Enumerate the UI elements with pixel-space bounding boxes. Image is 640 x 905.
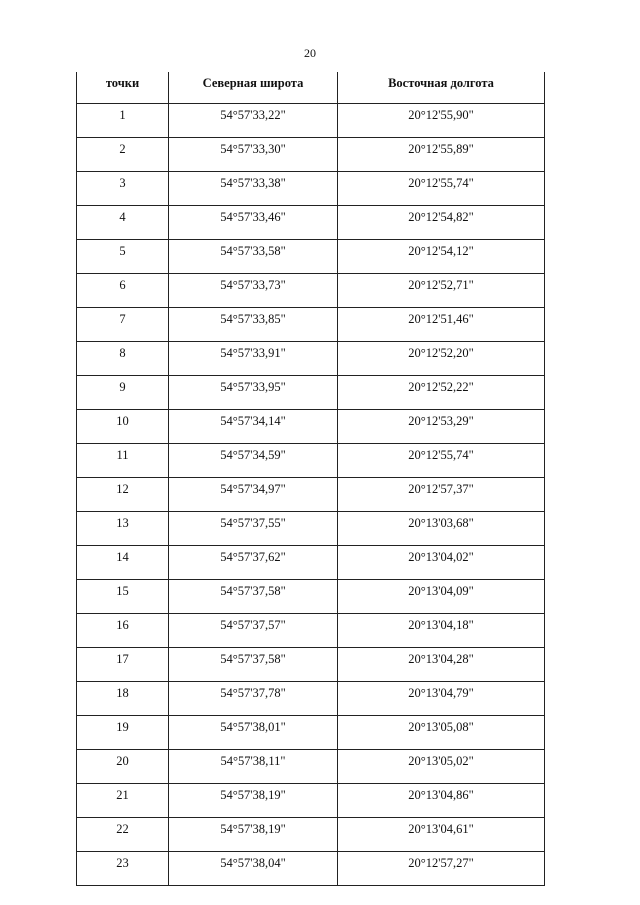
longitude-cell: 20°12'55,89"	[338, 138, 545, 172]
table-row	[77, 648, 545, 682]
point-number-cell: 2	[77, 138, 169, 172]
point-number-cell: 17	[77, 648, 169, 682]
latitude-cell: 54°57'38,19"	[169, 818, 338, 852]
point-number-cell: 16	[77, 614, 169, 648]
longitude-cell: 20°12'55,74"	[338, 444, 545, 478]
table-row	[77, 784, 545, 818]
table-row	[77, 750, 545, 784]
longitude-cell: 20°12'55,74"	[338, 172, 545, 206]
longitude-cell: 20°13'04,79"	[338, 682, 545, 716]
latitude-cell: 54°57'33,73"	[169, 274, 338, 308]
longitude-cell: 20°13'04,09"	[338, 580, 545, 614]
latitude-cell: 54°57'33,58"	[169, 240, 338, 274]
point-number-cell: 13	[77, 512, 169, 546]
latitude-cell: 54°57'33,95"	[169, 376, 338, 410]
longitude-cell: 20°12'52,22"	[338, 376, 545, 410]
table-row	[77, 206, 545, 240]
point-number-cell: 11	[77, 444, 169, 478]
longitude-cell: 20°12'54,82"	[338, 206, 545, 240]
header-north-latitude: Северная широта	[169, 72, 338, 104]
table-row	[77, 682, 545, 716]
longitude-cell: 20°13'04,86"	[338, 784, 545, 818]
table-row	[77, 818, 545, 852]
latitude-cell: 54°57'38,11"	[169, 750, 338, 784]
table-row	[77, 342, 545, 376]
latitude-cell: 54°57'34,97"	[169, 478, 338, 512]
table-header-row	[77, 72, 545, 104]
longitude-cell: 20°12'54,12"	[338, 240, 545, 274]
point-number-cell: 10	[77, 410, 169, 444]
table-row	[77, 172, 545, 206]
table-row	[77, 138, 545, 172]
table-body	[77, 104, 545, 886]
longitude-cell: 20°12'57,37"	[338, 478, 545, 512]
latitude-cell: 54°57'34,59"	[169, 444, 338, 478]
point-number-cell: 4	[77, 206, 169, 240]
latitude-cell: 54°57'37,78"	[169, 682, 338, 716]
table-row	[77, 240, 545, 274]
table-row	[77, 512, 545, 546]
point-number-cell: 9	[77, 376, 169, 410]
table-row	[77, 104, 545, 138]
point-number-cell: 12	[77, 478, 169, 512]
latitude-cell: 54°57'38,19"	[169, 784, 338, 818]
point-number-cell: 1	[77, 104, 169, 138]
longitude-cell: 20°12'52,20"	[338, 342, 545, 376]
table-row	[77, 478, 545, 512]
point-number-cell: 8	[77, 342, 169, 376]
latitude-cell: 54°57'33,38"	[169, 172, 338, 206]
point-number-cell: 18	[77, 682, 169, 716]
latitude-cell: 54°57'37,55"	[169, 512, 338, 546]
point-number-cell: 20	[77, 750, 169, 784]
point-number-cell: 23	[77, 852, 169, 886]
latitude-cell: 54°57'33,30"	[169, 138, 338, 172]
header-east-longitude: Восточная долгота	[338, 72, 545, 104]
point-number-cell: 22	[77, 818, 169, 852]
latitude-cell: 54°57'38,01"	[169, 716, 338, 750]
header-point-number: точки	[77, 72, 169, 104]
point-number-cell: 14	[77, 546, 169, 580]
latitude-cell: 54°57'37,62"	[169, 546, 338, 580]
latitude-cell: 54°57'37,57"	[169, 614, 338, 648]
longitude-cell: 20°13'04,61"	[338, 818, 545, 852]
longitude-cell: 20°13'04,02"	[338, 546, 545, 580]
page-number: 20	[304, 46, 316, 60]
table-row	[77, 410, 545, 444]
point-number-cell: 15	[77, 580, 169, 614]
point-number-cell: 19	[77, 716, 169, 750]
point-number-cell: 21	[77, 784, 169, 818]
table-row	[77, 852, 545, 886]
point-number-cell: 5	[77, 240, 169, 274]
point-number-cell: 3	[77, 172, 169, 206]
longitude-cell: 20°13'04,18"	[338, 614, 545, 648]
latitude-cell: 54°57'38,04"	[169, 852, 338, 886]
table-row	[77, 376, 545, 410]
longitude-cell: 20°13'05,08"	[338, 716, 545, 750]
latitude-cell: 54°57'33,46"	[169, 206, 338, 240]
table-row	[77, 614, 545, 648]
table-row	[77, 580, 545, 614]
table-row	[77, 444, 545, 478]
longitude-cell: 20°12'53,29"	[338, 410, 545, 444]
longitude-cell: 20°13'03,68"	[338, 512, 545, 546]
table-row	[77, 716, 545, 750]
point-number-cell: 7	[77, 308, 169, 342]
latitude-cell: 54°57'33,85"	[169, 308, 338, 342]
latitude-cell: 54°57'33,22"	[169, 104, 338, 138]
latitude-cell: 54°57'34,14"	[169, 410, 338, 444]
longitude-cell: 20°13'05,02"	[338, 750, 545, 784]
table-row	[77, 274, 545, 308]
longitude-cell: 20°12'57,27"	[338, 852, 545, 886]
longitude-cell: 20°12'52,71"	[338, 274, 545, 308]
table-row	[77, 308, 545, 342]
latitude-cell: 54°57'37,58"	[169, 648, 338, 682]
latitude-cell: 54°57'37,58"	[169, 580, 338, 614]
longitude-cell: 20°13'04,28"	[338, 648, 545, 682]
table-row	[77, 546, 545, 580]
longitude-cell: 20°12'55,90"	[338, 104, 545, 138]
longitude-cell: 20°12'51,46"	[338, 308, 545, 342]
point-number-cell: 6	[77, 274, 169, 308]
coordinates-table	[76, 72, 545, 886]
latitude-cell: 54°57'33,91"	[169, 342, 338, 376]
